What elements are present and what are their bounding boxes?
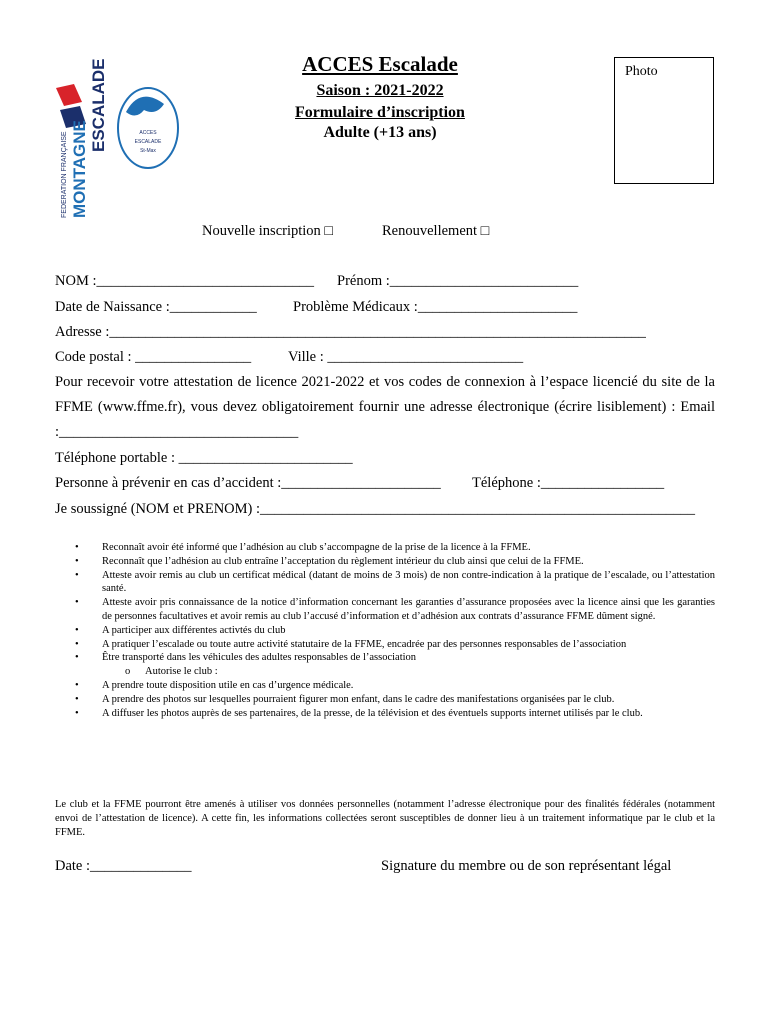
logo-badge-line1: ACCES: [139, 130, 157, 136]
logo-red-mark: [56, 84, 82, 106]
list-item: • Reconnaît avoir été informé que l’adhésion au club s’accompagne de la prise de la licence à la FFME.: [75, 542, 531, 553]
list-item: • A participer aux différentes activtés du club: [75, 624, 286, 636]
list-item: • Atteste avoir pris connaissance de la notice d’information concernant les garanties d’assurance proposées avec la licence ainsi que les garanties de personnes facultatives et avoir remis au club l’accusé d’information et d’adhésion aux contrats d’assurance FFME dûment signé.: [75, 597, 715, 622]
season-label: Saison : 2021-2022: [316, 82, 444, 99]
list-item-sub: o Autorise le club :: [125, 666, 218, 678]
ffme-logo: [52, 50, 182, 225]
logo-federation-text: FEDERATION FRANÇAISE: [61, 131, 68, 218]
address-field[interactable]: Adresse :__________________________________________________________________________: [55, 324, 646, 340]
emergency-phone-field[interactable]: Téléphone :_________________: [472, 475, 665, 491]
logo-badge-line2: ESCALADE: [134, 139, 162, 145]
mobile-phone-field[interactable]: Téléphone portable : ________________________: [55, 450, 353, 466]
logo-main-text: MONTAGNE: [70, 120, 89, 218]
emergency-contact-field[interactable]: Personne à prévenir en cas d’accident :______________________: [55, 475, 441, 491]
document-title: ACCES Escalade: [302, 52, 458, 76]
list-item: • Être transporté dans les véhicules des adultes responsables de l’association: [75, 652, 417, 664]
signature-label: Signature du membre ou de son représentant légal: [381, 858, 672, 874]
list-item: • Reconnaît que l’adhésion au club entraîne l’acceptation du règlement intérieur du club ainsi que celui de la FFME.: [75, 555, 584, 567]
nom-field[interactable]: NOM :______________________________: [55, 273, 314, 289]
renewal-checkbox[interactable]: Renouvellement □: [382, 223, 490, 239]
data-privacy-note: Le club et la FFME pourront être amenés à utiliser vos données personnelles (notamment l’adresse électronique pour des finalités fédérales (notamment envoi de l’attestation de licence). A cette fin, les informations collectées seront susceptibles de donner lieu à un traitement informatique par le club et la FFME.: [55, 799, 715, 838]
form-title: Formulaire d’inscription: [295, 104, 465, 121]
birth-date-field[interactable]: Date de Naissance :____________: [55, 299, 257, 315]
postal-code-field[interactable]: Code postal : ________________: [55, 349, 252, 365]
logo-sub-text: ESCALADE: [89, 58, 108, 152]
list-item: • A prendre des photos sur lesquelles pourraient figurer mon enfant, dans le cadre des manifestations organisées par le club.: [75, 693, 615, 705]
date-field[interactable]: Date :______________: [55, 858, 192, 874]
signatory-field[interactable]: Je soussigné (NOM et PRENOM) :____________________________________________________________: [55, 501, 696, 517]
new-registration-checkbox[interactable]: Nouvelle inscription □: [202, 223, 334, 239]
ffme-logo-graphic: [52, 50, 182, 225]
medical-field[interactable]: Problème Médicaux :______________________: [293, 299, 578, 315]
photo-label: Photo: [625, 64, 658, 79]
list-item: • Atteste avoir remis au club un certificat médical (datant de moins de 3 mois) de non contre-indication à la pratique de l’escalade, ou l’attestation santé.: [75, 569, 715, 595]
prenom-field[interactable]: Prénom :__________________________: [337, 273, 579, 289]
photo-box: [614, 57, 714, 184]
list-item: • A diffuser les photos auprès de ses partenaires, de la presse, de la télévision et des éventuels supports internet utilisés par le club.: [75, 707, 643, 719]
email-paragraph[interactable]: Pour recevoir votre attestation de licence 2021-2022 et vos codes de connexion à l’espace licencié du site de la FFME (www.ffme.fr), vous devez obligatoirement fournir une adresse électronique (écrire lisiblement) : Email :_________________________________: [55, 374, 715, 440]
city-field[interactable]: Ville : ___________________________: [288, 349, 524, 365]
logo-badge-line3: St-Max: [140, 148, 156, 154]
list-item: • A prendre toute disposition utile en cas d’urgence médicale.: [75, 679, 354, 691]
audience-label: Adulte (+13 ans): [323, 124, 437, 141]
consent-list: [75, 541, 715, 720]
list-item: • A pratiquer l’escalade ou toute autre activité statutaire de la FFME, encadrée par des personnes responsables de l’association: [75, 638, 627, 650]
